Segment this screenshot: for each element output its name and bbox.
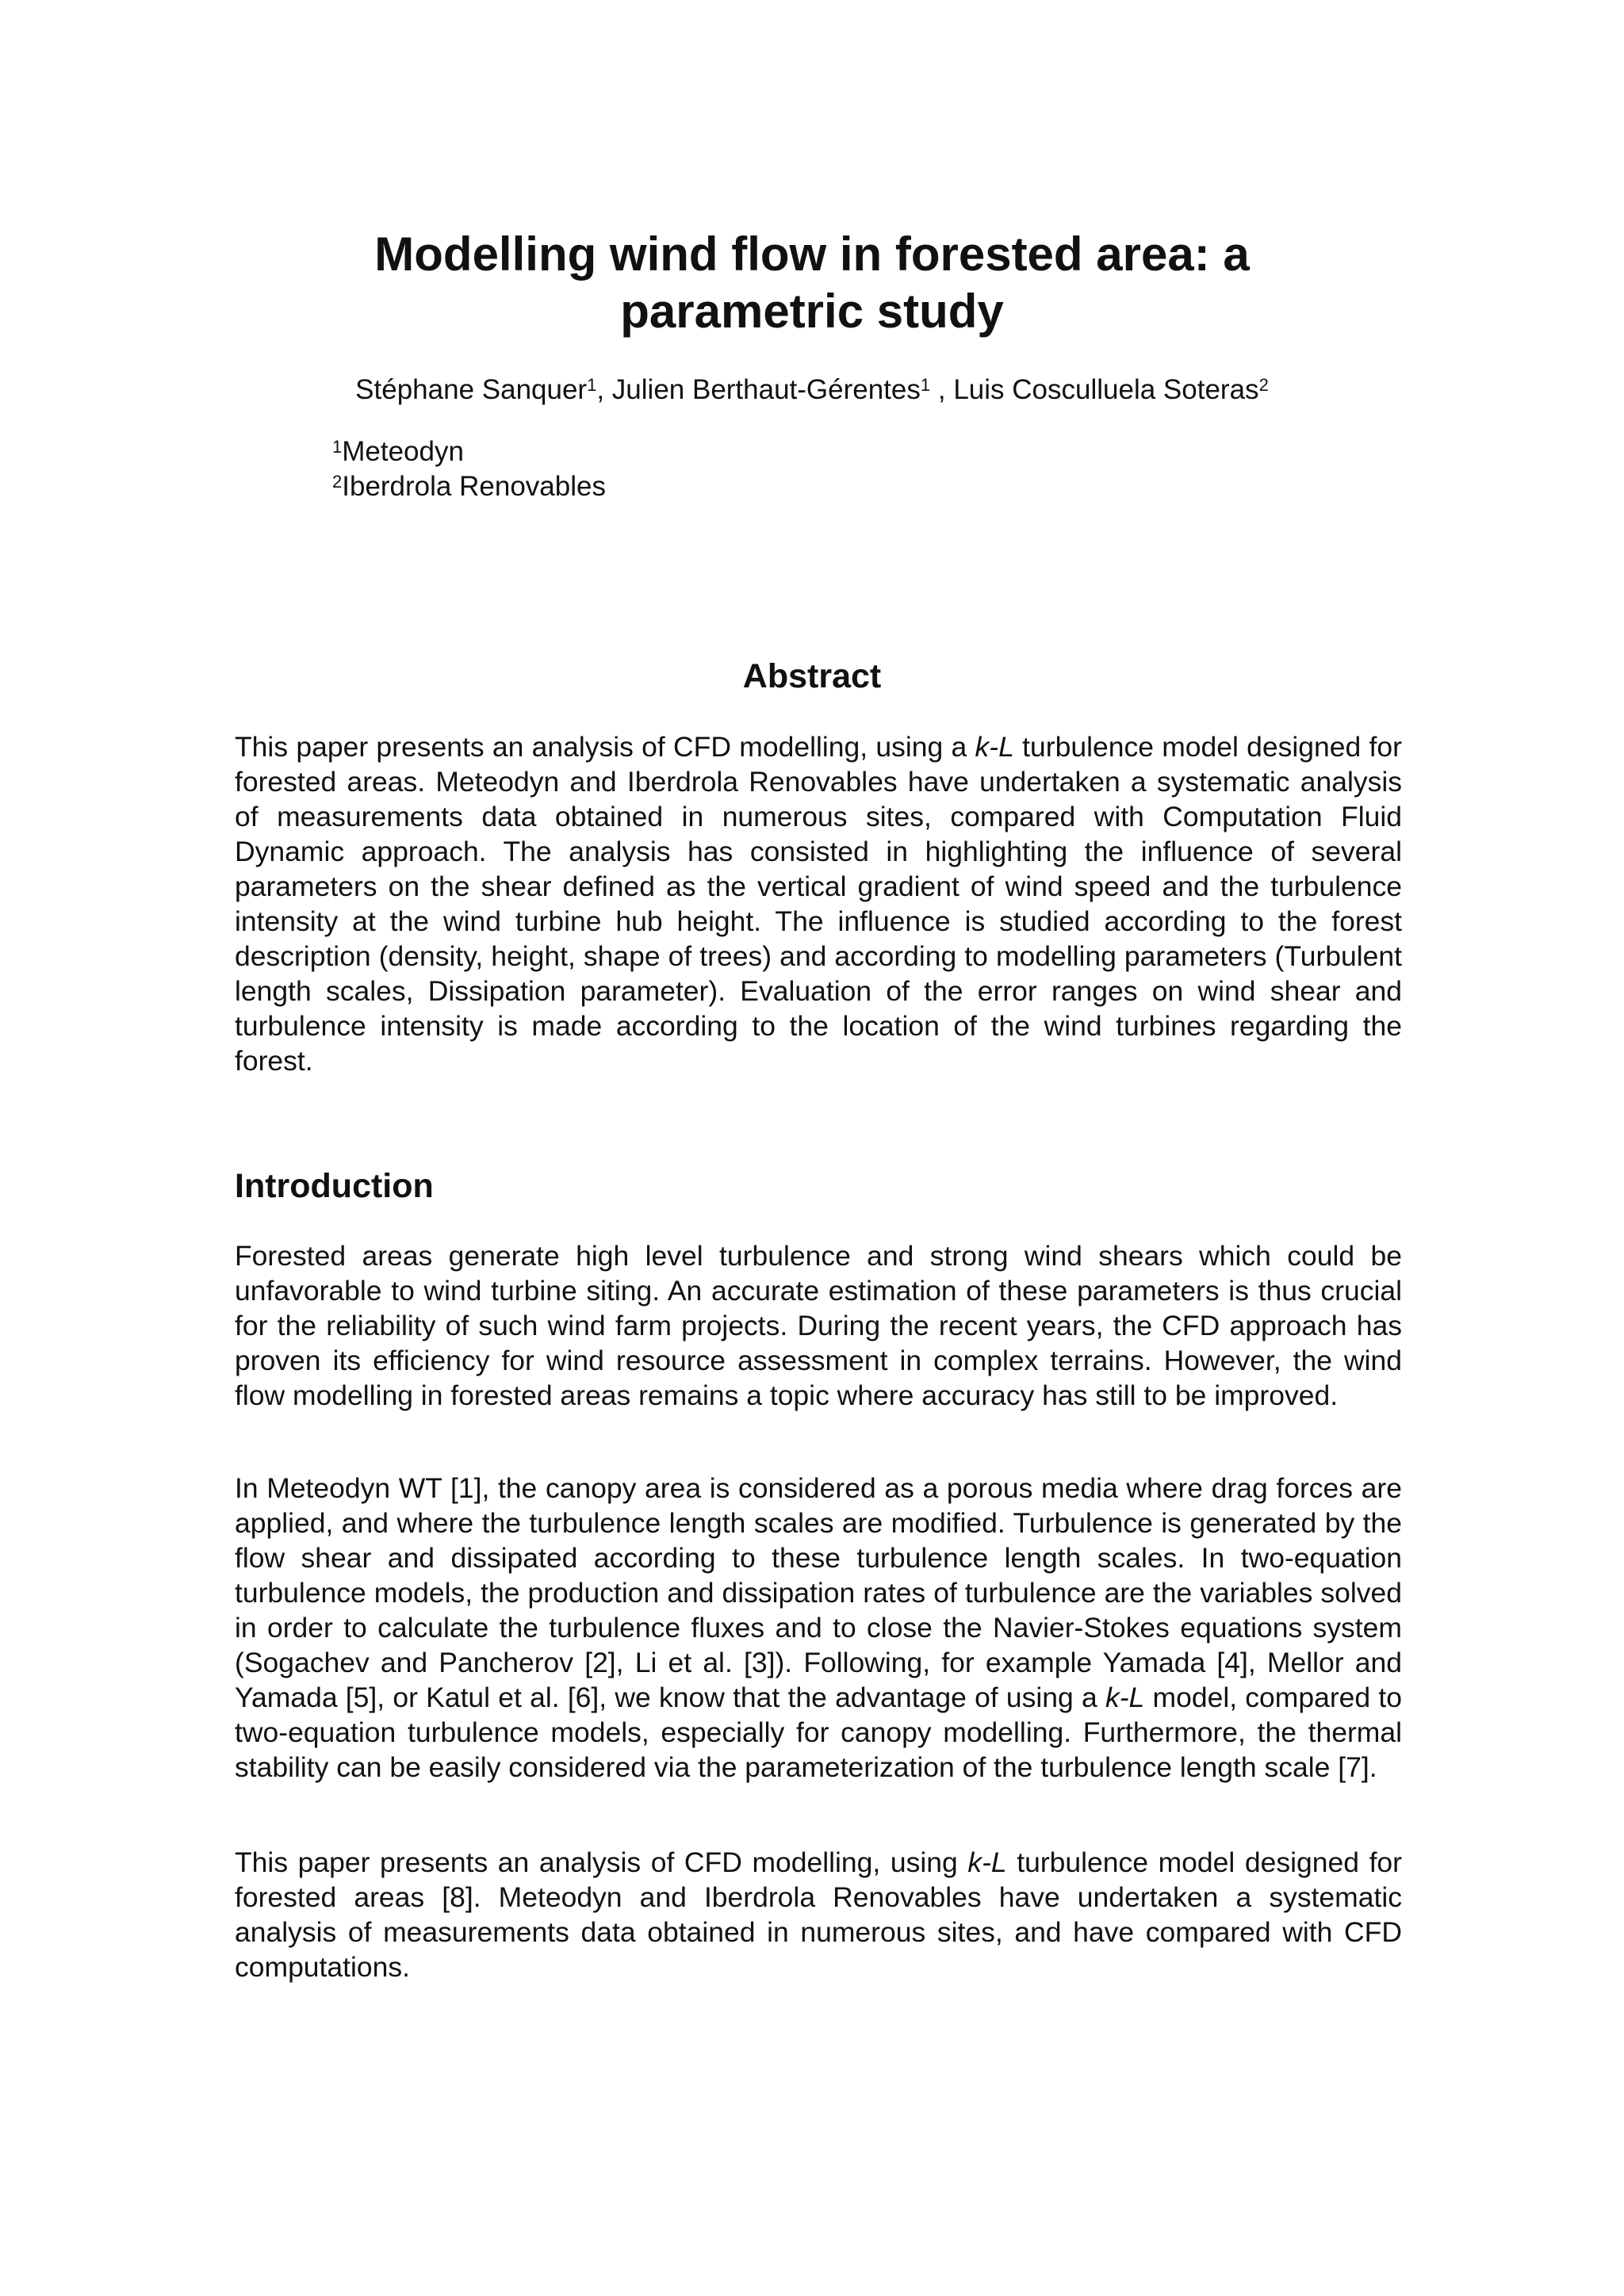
title-line-2: parametric study	[620, 285, 1004, 338]
author-name: Julien Berthaut-Gérentes	[611, 374, 921, 405]
affiliation-mark: 2	[332, 472, 343, 492]
introduction-paragraph-1: Forested areas generate high level turbulence and strong wind shears which could be unfavorable to wind turbine siting. An accurate estimation of these parameters is thus crucial for the reliability of such wind farm projects. During the recent years, the CFD approach has proven its efficiency for wind resource assessment in complex terrains. However, the wind flow modelling in forested areas remains a topic where accuracy has still to be improved.	[235, 1240, 1402, 1411]
introduction-paragraph-2	[235, 1471, 1402, 1785]
paragraph-text-end: turbulence model designed for forested areas [8]. Meteodyn and Iberdrola Renovables have undertaken a systematic analysis of measurements data obtained in numerous sites, and have compared with CFD computations.	[235, 1846, 1402, 1983]
abstract-paragraph	[235, 729, 1402, 1078]
author-name: Luis Cosculluela Soteras	[953, 374, 1259, 405]
paragraph-text-start: This paper presents an analysis of CFD modelling, using	[235, 1846, 968, 1878]
abstract-heading: Abstract	[742, 657, 882, 695]
affiliation-list	[332, 434, 606, 504]
affiliation-item	[332, 434, 606, 469]
introduction-paragraph-3	[235, 1845, 1402, 1984]
author-list	[235, 371, 1389, 409]
abstract-text-start: This paper presents an analysis of CFD modelling, using a	[235, 731, 975, 763]
model-name-kl: k-L	[1105, 1682, 1145, 1713]
affiliation-name: Iberdrola Renovables	[342, 471, 606, 502]
author-affiliation-mark: 1	[920, 375, 931, 395]
introduction-heading: Introduction	[235, 1167, 434, 1205]
author-affiliation-mark: 1	[587, 375, 597, 395]
author-name: Stéphane Sanquer	[355, 374, 588, 405]
title-line-1: Modelling wind flow in forested area: a	[374, 228, 1250, 281]
author-separator: ,	[930, 374, 954, 405]
abstract-text-end: turbulence model designed for forested areas. Meteodyn and Iberdrola Renovables have undertaken a systematic analysis of measurements data obtained in numerous sites, compared with Computation Fluid Dynamic approach. The analysis has consisted in highlighting the influence of several parameters on the shear defined as the vertical gradient of wind speed and the turbulence intensity at the wind turbine hub height. The influence is studied according to the forest description (density, height, shape of trees) and according to modelling parameters (Turbulent length scales, Dissipation parameter). Evaluation of the error ranges on wind shear and turbulence intensity is made according to the location of the wind turbines regarding the forest.	[235, 731, 1402, 1077]
model-name-kl: k-L	[975, 731, 1014, 763]
paper-title	[235, 226, 1389, 340]
paragraph-text-end: model, compared to two-equation turbulence models, especially for canopy modelling. Furthermore, the thermal stability can be easily considered via the parameterization of the turbulence length scale [7].	[235, 1682, 1402, 1783]
affiliation-mark: 1	[332, 437, 343, 457]
paragraph-text-start: In Meteodyn WT [1], the canopy area is considered as a porous media where drag forces are applied, and where the turbulence length scales are modified. Turbulence is generated by the flow shear and dissipated according to these turbulence length scales. In two-equation turbulence models, the production and dissipation rates of turbulence are the variables solved in order to calculate the turbulence fluxes and to close the Navier-Stokes equations system (Sogachev and Pancherov [2], Li et al. [3]). Following, for example Yamada [4], Mellor and Yamada [5], or Katul et al. [6], we know that the advantage of using a	[235, 1472, 1402, 1713]
author-affiliation-mark: 2	[1258, 375, 1269, 395]
model-name-kl: k-L	[967, 1846, 1007, 1878]
affiliation-name: Meteodyn	[342, 436, 464, 467]
author-separator: ,	[596, 374, 612, 405]
affiliation-item	[332, 469, 606, 504]
